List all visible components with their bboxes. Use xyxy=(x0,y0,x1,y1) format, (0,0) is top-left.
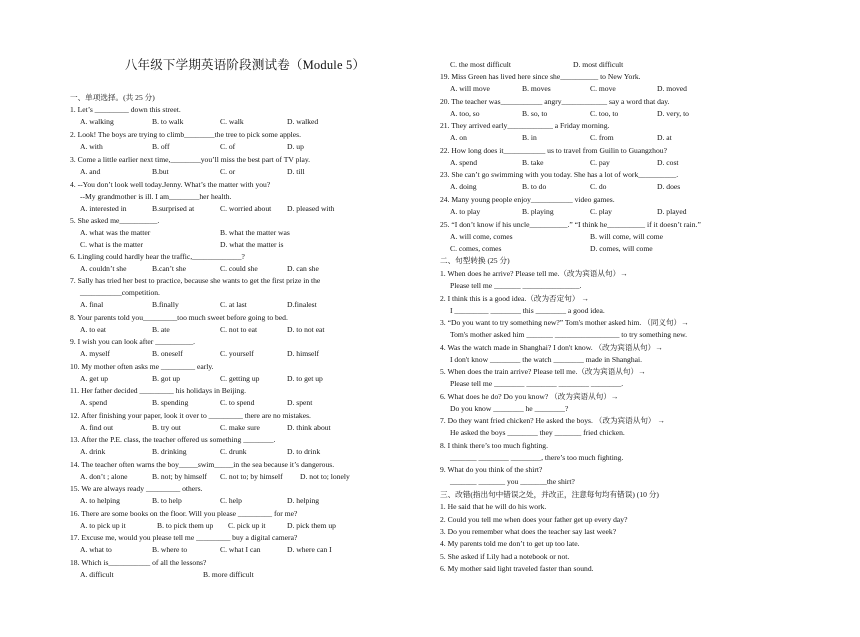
option-b: B. spending xyxy=(152,398,189,407)
option-b: B. to do xyxy=(522,182,547,191)
transform-answer: I _________ ________ this ________ a good idea. xyxy=(450,306,605,315)
option-b: B. to pick them up xyxy=(157,521,214,530)
option-d: D. to get up xyxy=(287,374,323,383)
option-c: C. play xyxy=(590,207,612,216)
option-a: A. difficult xyxy=(80,570,114,579)
transform-question: 1. When does he arrive? Please tell me.（改为宾语从句）→ xyxy=(440,269,628,278)
transform-answer: _______ _______ you _______the shirt? xyxy=(450,477,575,486)
option-d: D. moved xyxy=(657,84,687,93)
question-text: 18. Which is___________ of all the lessons? xyxy=(70,558,207,567)
question-text: 13. After the P.E. class, the teacher offered us something ________. xyxy=(70,435,276,444)
option-a: A. spend xyxy=(80,398,107,407)
option-d: D. himself xyxy=(287,349,320,358)
question-text: 23. She can’t go swimming with you today. She has a lot of work__________. xyxy=(440,170,679,179)
option-a: A. to pick up it xyxy=(80,521,126,530)
option-c: C. move xyxy=(590,84,616,93)
option-a: A. myself xyxy=(80,349,110,358)
option-d: D. spent xyxy=(287,398,313,407)
question-text: 20. The teacher was___________ angry____________ say a word that day. xyxy=(440,97,670,106)
option-c: C. drunk xyxy=(220,447,247,456)
option-a: A. will move xyxy=(450,84,490,93)
option-b: B. got up xyxy=(152,374,181,383)
option-a: A. will come, comes xyxy=(450,232,513,241)
option-a: A. walking xyxy=(80,117,114,126)
option-d: D. comes, will come xyxy=(590,244,653,253)
question-text: 5. She asked me__________. xyxy=(70,216,160,225)
option-d: D. can she xyxy=(287,264,319,273)
option-a: A. don’t ; alone xyxy=(80,472,128,481)
option-c: C. comes, comes xyxy=(450,244,502,253)
transform-question: 4. Was the watch made in Shanghai? I don't know. （改为宾语从句）→ xyxy=(440,343,663,352)
option-b: B. take xyxy=(522,158,544,167)
option-d: D. pick them up xyxy=(287,521,336,530)
question-text-cont: --My grandmother is ill. I am________her health. xyxy=(80,192,232,201)
error-sentence: 6. My mother said light traveled faster than sound. xyxy=(440,564,594,573)
option-a: A. too, so xyxy=(450,109,480,118)
option-b: B. to walk xyxy=(152,117,184,126)
option-b: B. to help xyxy=(152,496,182,505)
option-c: C. do xyxy=(590,182,607,191)
option-d: D.finalest xyxy=(287,300,317,309)
transform-question: 7. Do they want fried chicken? He asked the boys. （改为宾语从句） → xyxy=(440,416,666,425)
option-c: C. what I can xyxy=(220,545,261,554)
transform-answer: _______ ________ ________, there’s too much fighting. xyxy=(450,453,624,462)
question-text: 7. Sally has tried her best to practice, because she wants to get the first prize in the xyxy=(70,276,321,285)
page-title: 八年级下学期英语阶段测试卷（Module 5） xyxy=(124,58,366,72)
option-a: A. interested in xyxy=(80,204,127,213)
option-a: A. to helping xyxy=(80,496,120,505)
option-a: A. what to xyxy=(80,545,112,554)
option-d: D. to not eat xyxy=(287,325,325,334)
transform-answer: Tom's mother asked him _______ _________________ to try something new. xyxy=(450,330,687,339)
option-d: D. does xyxy=(657,182,681,191)
option-a: A. on xyxy=(450,133,467,142)
option-b: B. will come, will come xyxy=(590,232,663,241)
section-heading: 三、改错(指出句中错误之处，并改正，注意每句均有错误) (10 分) xyxy=(440,490,659,499)
option-b: B.surprised at xyxy=(152,204,195,213)
option-d: D. very, to xyxy=(657,109,689,118)
option-c: C. worried about xyxy=(220,204,272,213)
option-c: C. could she xyxy=(220,264,258,273)
question-text: 21. They arrived early____________ a Friday morning. xyxy=(440,121,610,130)
option-b: B. try out xyxy=(152,423,181,432)
option-c: C. getting up xyxy=(220,374,260,383)
option-a: A. get up xyxy=(80,374,109,383)
option-a: A. spend xyxy=(450,158,477,167)
question-text: 6. Lingling could hardly hear the traffic,_____________? xyxy=(70,252,245,261)
transform-question: 5. When does the train arrive? Please tell me.（改为宾语从句）→ xyxy=(440,367,646,376)
option-c: C. of xyxy=(220,142,236,151)
option-c: C. pick up it xyxy=(228,521,266,530)
option-d: D. not to; lonely xyxy=(300,472,350,481)
question-text: 2. Look! The boys are trying to climb________the tree to pick some apples. xyxy=(70,130,301,139)
option-d: D. what the matter is xyxy=(220,240,284,249)
question-text: 8. Your parents told you_________too much sweet before going to bed. xyxy=(70,313,288,322)
option-c: C. walk xyxy=(220,117,244,126)
question-text: 15. We are always ready _________ others. xyxy=(70,484,203,493)
option-b: B. moves xyxy=(522,84,551,93)
option-b: B. in xyxy=(522,133,537,142)
option-c: C. the most difficult xyxy=(450,60,512,69)
transform-answer: Please tell me _______ _______________. xyxy=(450,281,582,290)
option-d: D. helping xyxy=(287,496,320,505)
option-c: C. from xyxy=(590,133,614,142)
option-a: A. what was the matter xyxy=(80,228,151,237)
option-b: B. not; by himself xyxy=(152,472,207,481)
option-a: A. with xyxy=(80,142,103,151)
option-c: C. at last xyxy=(220,300,247,309)
question-text: 10. My mother often asks me _________ early. xyxy=(70,362,214,371)
option-d: D. till xyxy=(287,167,305,176)
question-text: 16. There are some books on the floor. Will you please _________ for me? xyxy=(70,509,298,518)
option-d: D. at xyxy=(657,133,672,142)
option-c: C. or xyxy=(220,167,236,176)
section-heading: 一、单项选择。(共 25 分) xyxy=(70,93,155,102)
question-text: 9. I wish you can look after __________. xyxy=(70,337,196,346)
question-text-cont: ___________competition. xyxy=(80,288,160,297)
transform-answer: I don't know ________ the watch ________ made in Shanghai. xyxy=(450,355,643,364)
question-text: 12. After finishing your paper, look it over to _________ there are no mistakes. xyxy=(70,411,311,420)
question-text: 3. Come a little earlier next time,________you’ll miss the best part of TV play. xyxy=(70,155,311,164)
error-sentence: 2. Could you tell me when does your father get up every day? xyxy=(440,515,628,524)
question-text: 22. How long does it___________ us to travel from Guilin to Guangzhou? xyxy=(440,146,667,155)
transform-question: 6. What does he do? Do you know? （改为宾语从句）→ xyxy=(440,392,619,401)
section-heading: 二、句型转换 (25 分) xyxy=(440,256,510,265)
option-b: B. where to xyxy=(152,545,188,554)
question-text: 11. Her father decided _________ his holidays in Beijing. xyxy=(70,386,247,395)
option-a: A. to play xyxy=(450,207,481,216)
option-a: A. final xyxy=(80,300,104,309)
question-text: 4. --You don’t look well today.Jenny. What’s the matter with you? xyxy=(70,180,271,189)
option-b: B.can’t she xyxy=(152,264,187,273)
option-d: D. where can I xyxy=(287,545,332,554)
option-b: B. off xyxy=(152,142,170,151)
option-a: A. find out xyxy=(80,423,114,432)
option-a: A. drink xyxy=(80,447,106,456)
error-sentence: 4. My parents told me don’t to get up too late. xyxy=(440,539,580,548)
option-c: C. make sure xyxy=(220,423,260,432)
option-c: C. to spend xyxy=(220,398,255,407)
option-b: B. oneself xyxy=(152,349,183,358)
option-c: C. help xyxy=(220,496,242,505)
option-a: A. doing xyxy=(450,182,477,191)
option-d: D. pleased with xyxy=(287,204,335,213)
option-d: D. played xyxy=(657,207,687,216)
error-sentence: 1. He said that he will do his work. xyxy=(440,502,547,511)
error-sentence: 5. She asked if Lily had a notebook or not. xyxy=(440,552,570,561)
question-text: 17. Excuse me, would you please tell me _________ buy a digital camera? xyxy=(70,533,298,542)
option-d: D. most difficult xyxy=(573,60,624,69)
transform-answer: He asked the boys ________ they _______ fried chicken. xyxy=(450,428,625,437)
question-text: 1. Let’s _________ down this street. xyxy=(70,105,181,114)
option-c: C. too, to xyxy=(590,109,619,118)
transform-question: 8. I think there’s too much fighting. xyxy=(440,441,548,450)
transform-answer: Please tell me ________ ________ ________ ________. xyxy=(450,379,624,388)
transform-answer: Do you know ________ he ________? xyxy=(450,404,569,413)
question-text: 25. “I don’t know if his uncle__________.” “I think he__________ if it doesn’t rain.” xyxy=(440,220,701,229)
option-b: B.finally xyxy=(152,300,179,309)
option-d: D. to drink xyxy=(287,447,321,456)
option-c: C. not to; by himself xyxy=(220,472,283,481)
option-d: D. cost xyxy=(657,158,679,167)
option-a: A. to eat xyxy=(80,325,106,334)
option-b: B. playing xyxy=(522,207,554,216)
option-b: B. what the matter was xyxy=(220,228,290,237)
error-sentence: 3. Do you remember what does the teacher say last week? xyxy=(440,527,617,536)
option-d: D. walked xyxy=(287,117,319,126)
option-b: B. ate xyxy=(152,325,170,334)
option-b: B.but xyxy=(152,167,169,176)
question-text: 19. Miss Green has lived here since she__________ to New York. xyxy=(440,72,641,81)
transform-question: 3. “Do you want to try something new?” Tom's mother asked him. （同义句）→ xyxy=(440,318,689,327)
transform-question: 9. What do you think of the shirt? xyxy=(440,465,543,474)
option-c: C. yourself xyxy=(220,349,254,358)
transform-question: 2. I think this is a good idea.（改为否定句） → xyxy=(440,294,589,303)
question-text: 14. The teacher often warns the boy_____swim_____in the sea because it’s dangerous. xyxy=(70,460,335,469)
option-b: B. so, to xyxy=(522,109,548,118)
option-d: D. up xyxy=(287,142,304,151)
option-c: C. what is the matter xyxy=(80,240,144,249)
option-a: A. couldn’t she xyxy=(80,264,127,273)
option-c: C. not to eat xyxy=(220,325,258,334)
option-a: A. and xyxy=(80,167,101,176)
option-c: C. pay xyxy=(590,158,610,167)
option-b: B. more difficult xyxy=(203,570,254,579)
option-d: D. think about xyxy=(287,423,331,432)
option-b: B. drinking xyxy=(152,447,187,456)
question-text: 24. Many young people enjoy___________ video games. xyxy=(440,195,615,204)
